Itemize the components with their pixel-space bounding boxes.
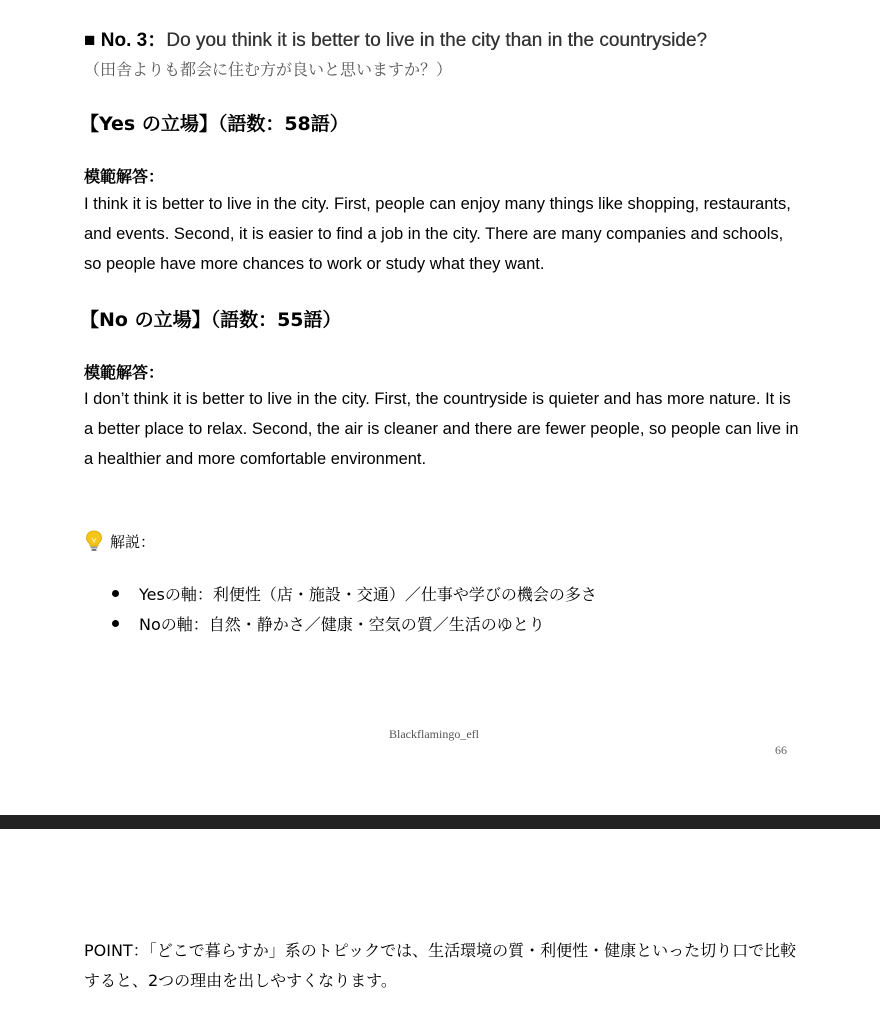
lightbulb-icon <box>84 530 104 552</box>
bullet-dot <box>112 590 119 597</box>
question-number: ■ No. 3： <box>84 30 167 51</box>
list-item <box>112 578 597 608</box>
yes-stance-heading: 【Yes の立場】（語数：58語） <box>80 113 349 135</box>
no-model-label: 模範解答： <box>84 363 165 382</box>
explanation-heading <box>84 530 155 552</box>
question-translation: （田舎よりも都会に住む方が良いと思いますか？） <box>84 60 453 79</box>
yes-model-answer: I think it is better to live in the city. First, people can enjoy many things like shopping, restaurants, and events. Second, it is easier to find a job in the city. There are many companies and schools, so people have more chances to work or study what they want. <box>84 195 791 273</box>
yes-model-label: 模範解答： <box>84 167 165 186</box>
list-item <box>112 608 597 638</box>
footer-author: Blackflamingo_efl <box>389 727 479 741</box>
point-text: POINT：「どこで暮らすか」系のトピックでは、生活環境の質・利便性・健康といった切り口で比較すると、2つの理由を出しやすくなります。 <box>84 941 797 990</box>
explanation-list <box>112 578 597 638</box>
question-text: Do you think it is better to live in the city than in the countryside? <box>166 30 707 51</box>
list-item-text: Yesの軸：利便性（店・施設・交通）／仕事や学びの機会の多さ <box>139 584 597 604</box>
list-item-text: Noの軸：自然・静かさ／健康・空気の質／生活のゆとり <box>139 614 545 634</box>
no-stance-heading: 【No の立場】（語数：55語） <box>80 309 342 331</box>
no-model-answer: I don’t think it is better to live in the city. First, the countryside is quieter and has more nature. It is a better place to relax. Second, the air is cleaner and there are fewer people, so people can live in a healthier and more comfortable environment. <box>84 390 799 468</box>
page-separator <box>0 815 880 829</box>
next-document-page <box>0 829 880 1032</box>
page-number: 66 <box>775 743 787 757</box>
bullet-dot <box>112 620 119 627</box>
explanation-label: 解説： <box>110 532 156 551</box>
question-heading <box>84 25 707 52</box>
